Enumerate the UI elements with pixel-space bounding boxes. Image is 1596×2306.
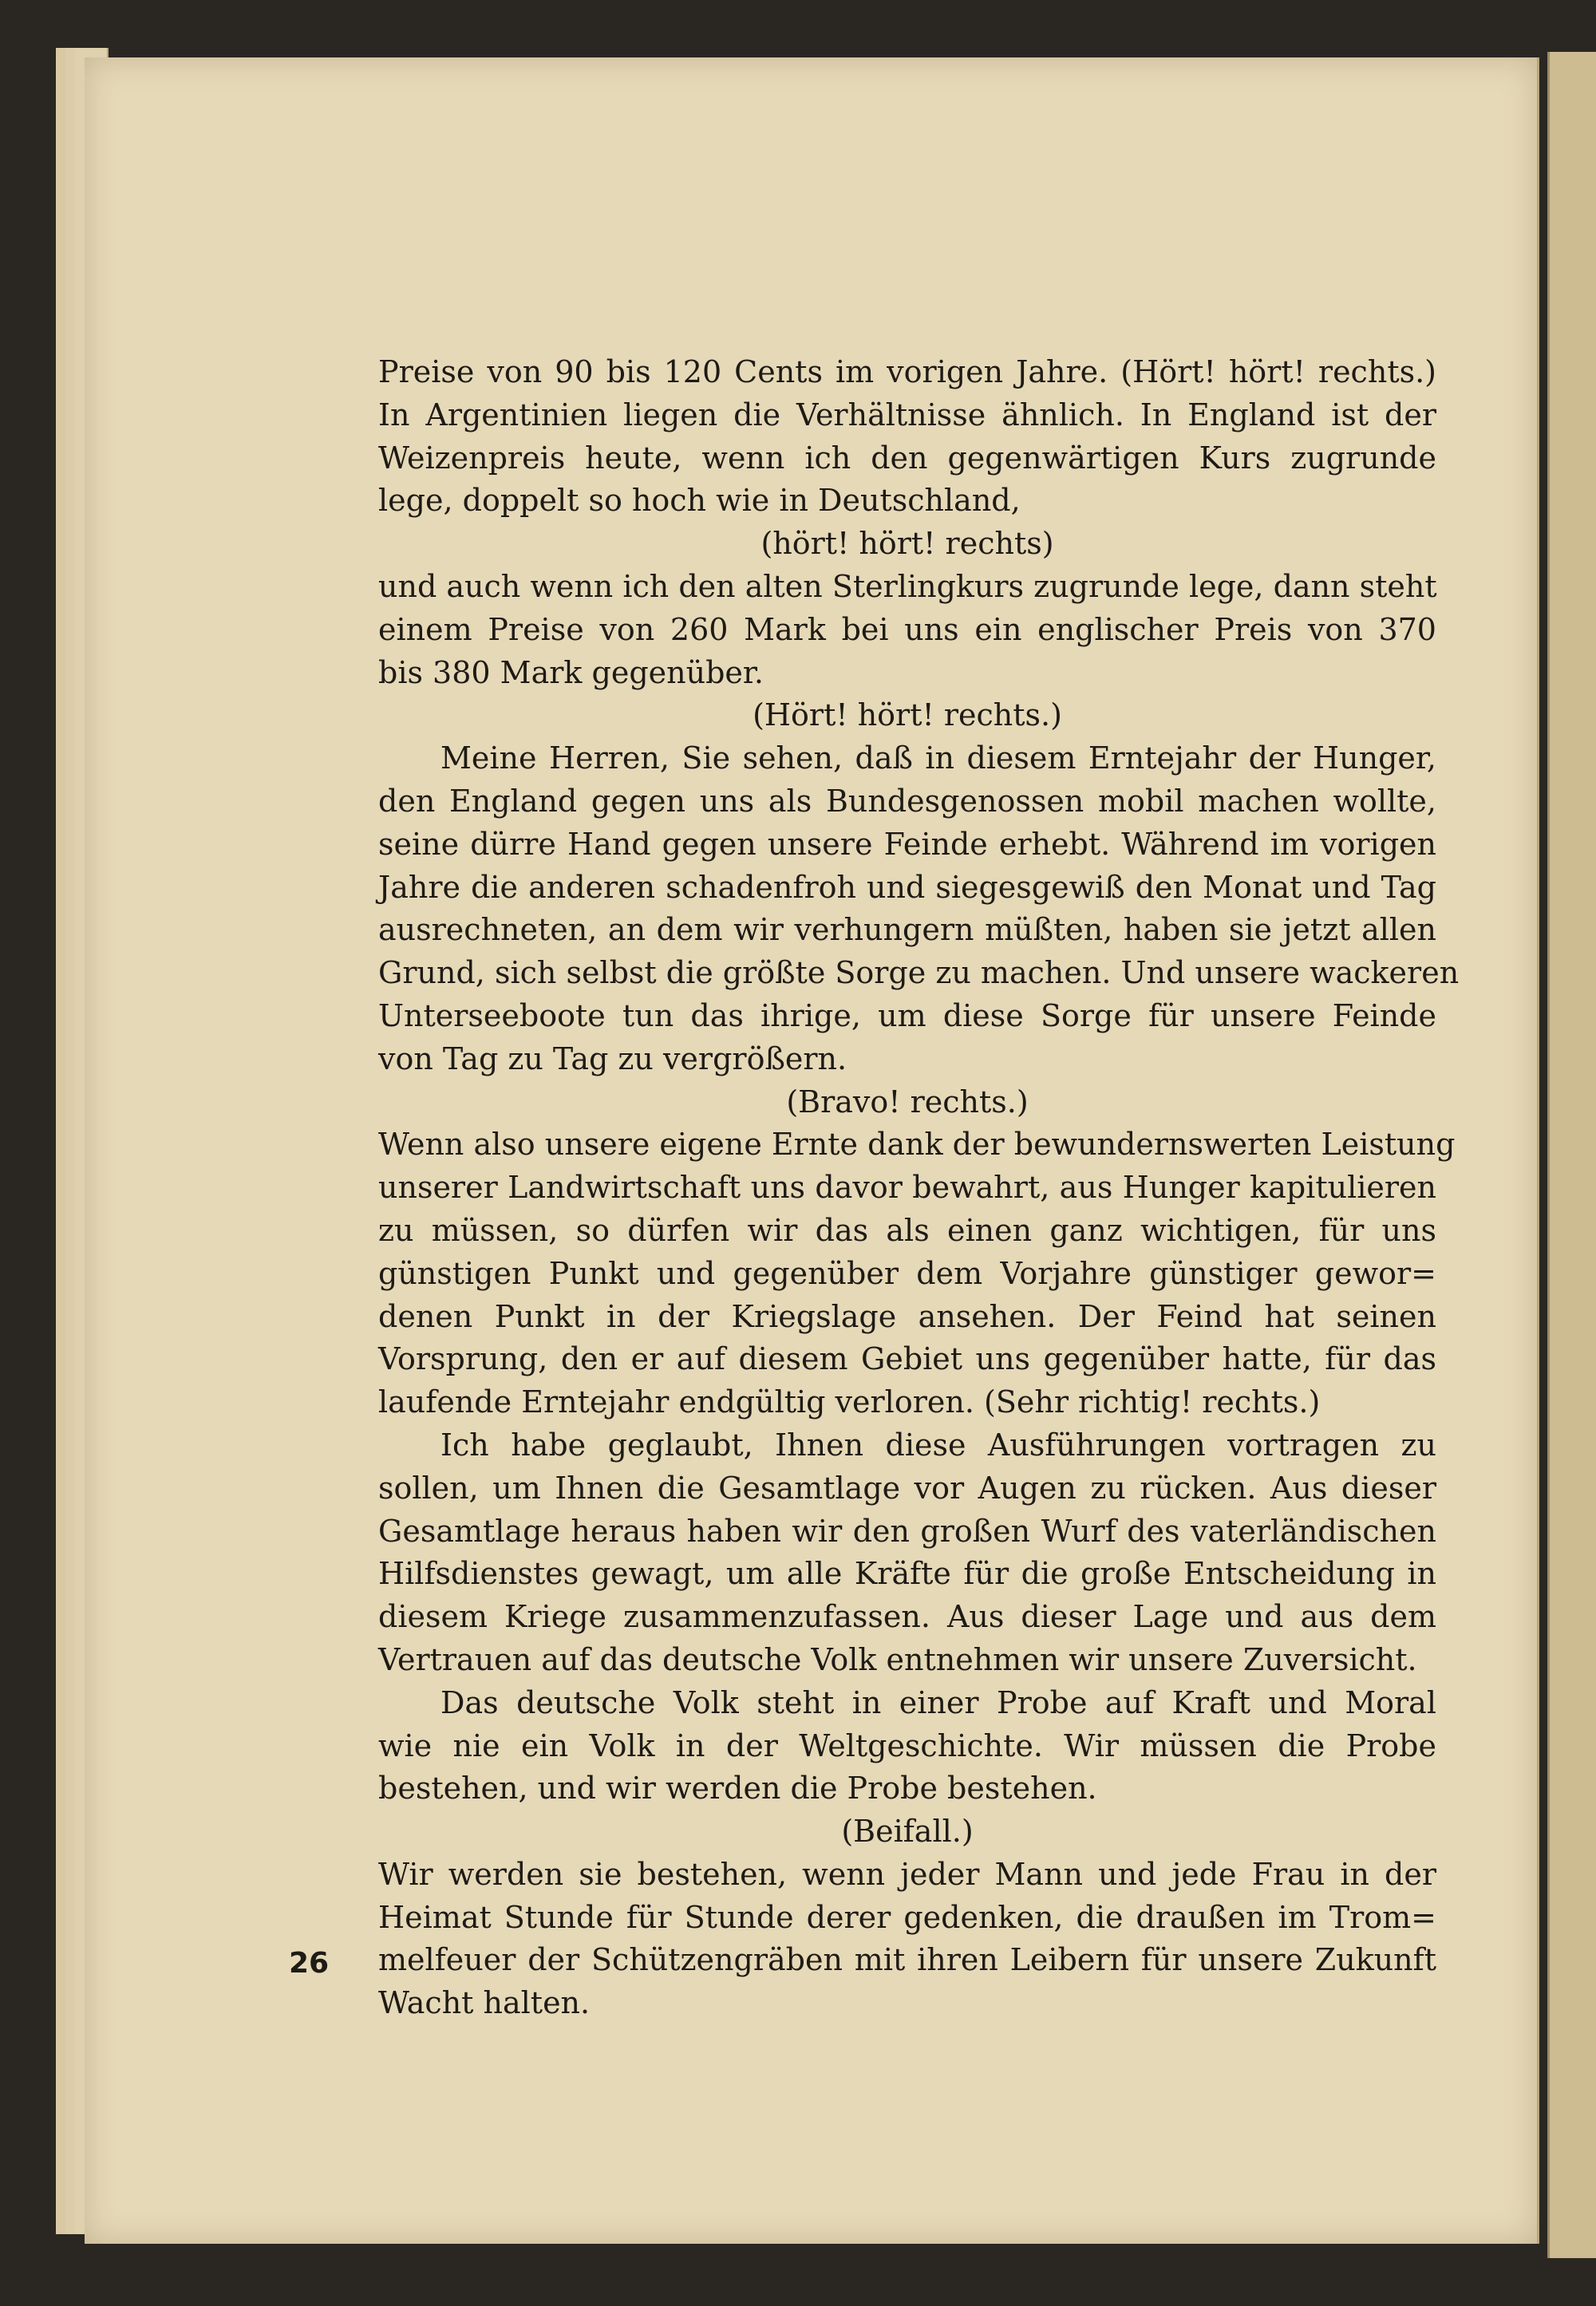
- book-page: [85, 57, 1539, 2244]
- text-line: einem Preise von 260 Mark bei uns ein englischer Preis von 370: [378, 611, 1436, 647]
- page-number: 26: [289, 1947, 330, 1980]
- paragraph-start: Ich habe geglaubt, Ihnen diese Ausführungen vortragen zu: [440, 1427, 1436, 1463]
- text-line: Wir werden sie bestehen, wenn jeder Mann und jede Frau in der: [378, 1856, 1436, 1892]
- body-text: [378, 351, 1460, 2025]
- text-line: und auch wenn ich den alten Sterlingkurs zugrunde lege, dann steht: [378, 568, 1437, 604]
- text-line: ausrechneten, an dem wir verhungern müßten, haben sie jetzt allen: [378, 912, 1436, 948]
- text-line: Grund, sich selbst die größte Sorge zu machen. Und unsere wackeren: [378, 955, 1460, 991]
- text-line: seine dürre Hand gegen unsere Feinde erhebt. Während im vorigen: [378, 826, 1436, 862]
- interjection: (hört! hört! rechts): [760, 526, 1054, 562]
- text-line: Unterseeboote tun das ihrige, um diese Sorge für unsere Feinde: [378, 997, 1436, 1033]
- text-line: Hilfsdienstes gewagt, um alle Kräfte für die große Entscheidung in: [378, 1556, 1436, 1592]
- text-line: Heimat Stunde für Stunde derer gedenken, die draußen im Trom=: [378, 1899, 1436, 1935]
- text-line: Wacht halten.: [378, 1985, 591, 2021]
- text-line: In Argentinien liegen die Verhältnisse ähnlich. In England ist der: [378, 397, 1436, 432]
- text-line: den England gegen uns als Bundesgenossen mobil machen wollte,: [378, 783, 1436, 819]
- text-line: lege, doppelt so hoch wie in Deutschland,: [378, 483, 1021, 519]
- text-line: von Tag zu Tag zu vergrößern.: [378, 1040, 847, 1076]
- facing-page-edge: [1547, 52, 1596, 2258]
- text-line: diesem Kriege zusammenzufassen. Aus dieser Lage und aus dem: [378, 1599, 1436, 1635]
- text-line: Vertrauen auf das deutsche Volk entnehmen wir unsere Zuversicht.: [378, 1641, 1417, 1677]
- interjection: (Bravo! rechts.): [786, 1084, 1029, 1119]
- text-line: günstigen Punkt und gegenüber dem Vorjahre günstiger gewor=: [378, 1255, 1436, 1291]
- text-line: Jahre die anderen schadenfroh und siegesgewiß den Monat und Tag: [378, 869, 1436, 905]
- interjection: (Hört! hört! rechts.): [753, 697, 1062, 733]
- text-line: denen Punkt in der Kriegslage ansehen. Der Feind hat seinen: [378, 1298, 1436, 1334]
- text-line: Weizenpreis heute, wenn ich den gegenwärtigen Kurs zugrunde: [378, 440, 1436, 476]
- text-line: zu müssen, so dürfen wir das als einen ganz wichtigen, für uns: [378, 1212, 1436, 1248]
- text-line: wie nie ein Volk in der Weltgeschichte. Wir müssen die Probe: [378, 1728, 1436, 1763]
- text-line: laufende Erntejahr endgültig verloren. (Sehr richtig! rechts.): [378, 1384, 1321, 1420]
- text-line: bestehen, und wir werden die Probe bestehen.: [378, 1771, 1097, 1806]
- text-line: Vorsprung, den er auf diesem Gebiet uns gegenüber hatte, für das: [378, 1341, 1436, 1377]
- text-line: melfeuer der Schützengräben mit ihren Leibern für unsere Zukunft: [378, 1942, 1436, 1978]
- interjection: (Beifall.): [841, 1814, 974, 1850]
- text-line: sollen, um Ihnen die Gesamtlage vor Augen zu rücken. Aus dieser: [378, 1470, 1436, 1506]
- paragraph-start: Meine Herren, Sie sehen, daß in diesem Erntejahr der Hunger,: [440, 740, 1436, 776]
- text-line: Preise von 90 bis 120 Cents im vorigen Jahre. (Hört! hört! rechts.): [378, 354, 1436, 389]
- paragraph-start: Das deutsche Volk steht in einer Probe auf Kraft und Moral: [440, 1684, 1436, 1720]
- text-line: Wenn also unsere eigene Ernte dank der bewundernswerten Leistung: [378, 1127, 1456, 1163]
- text-line: bis 380 Mark gegenüber.: [378, 654, 764, 690]
- text-line: unserer Landwirtschaft uns davor bewahrt, aus Hunger kapitulieren: [378, 1170, 1436, 1206]
- text-line: Gesamtlage heraus haben wir den großen Wurf des vaterländischen: [378, 1513, 1436, 1549]
